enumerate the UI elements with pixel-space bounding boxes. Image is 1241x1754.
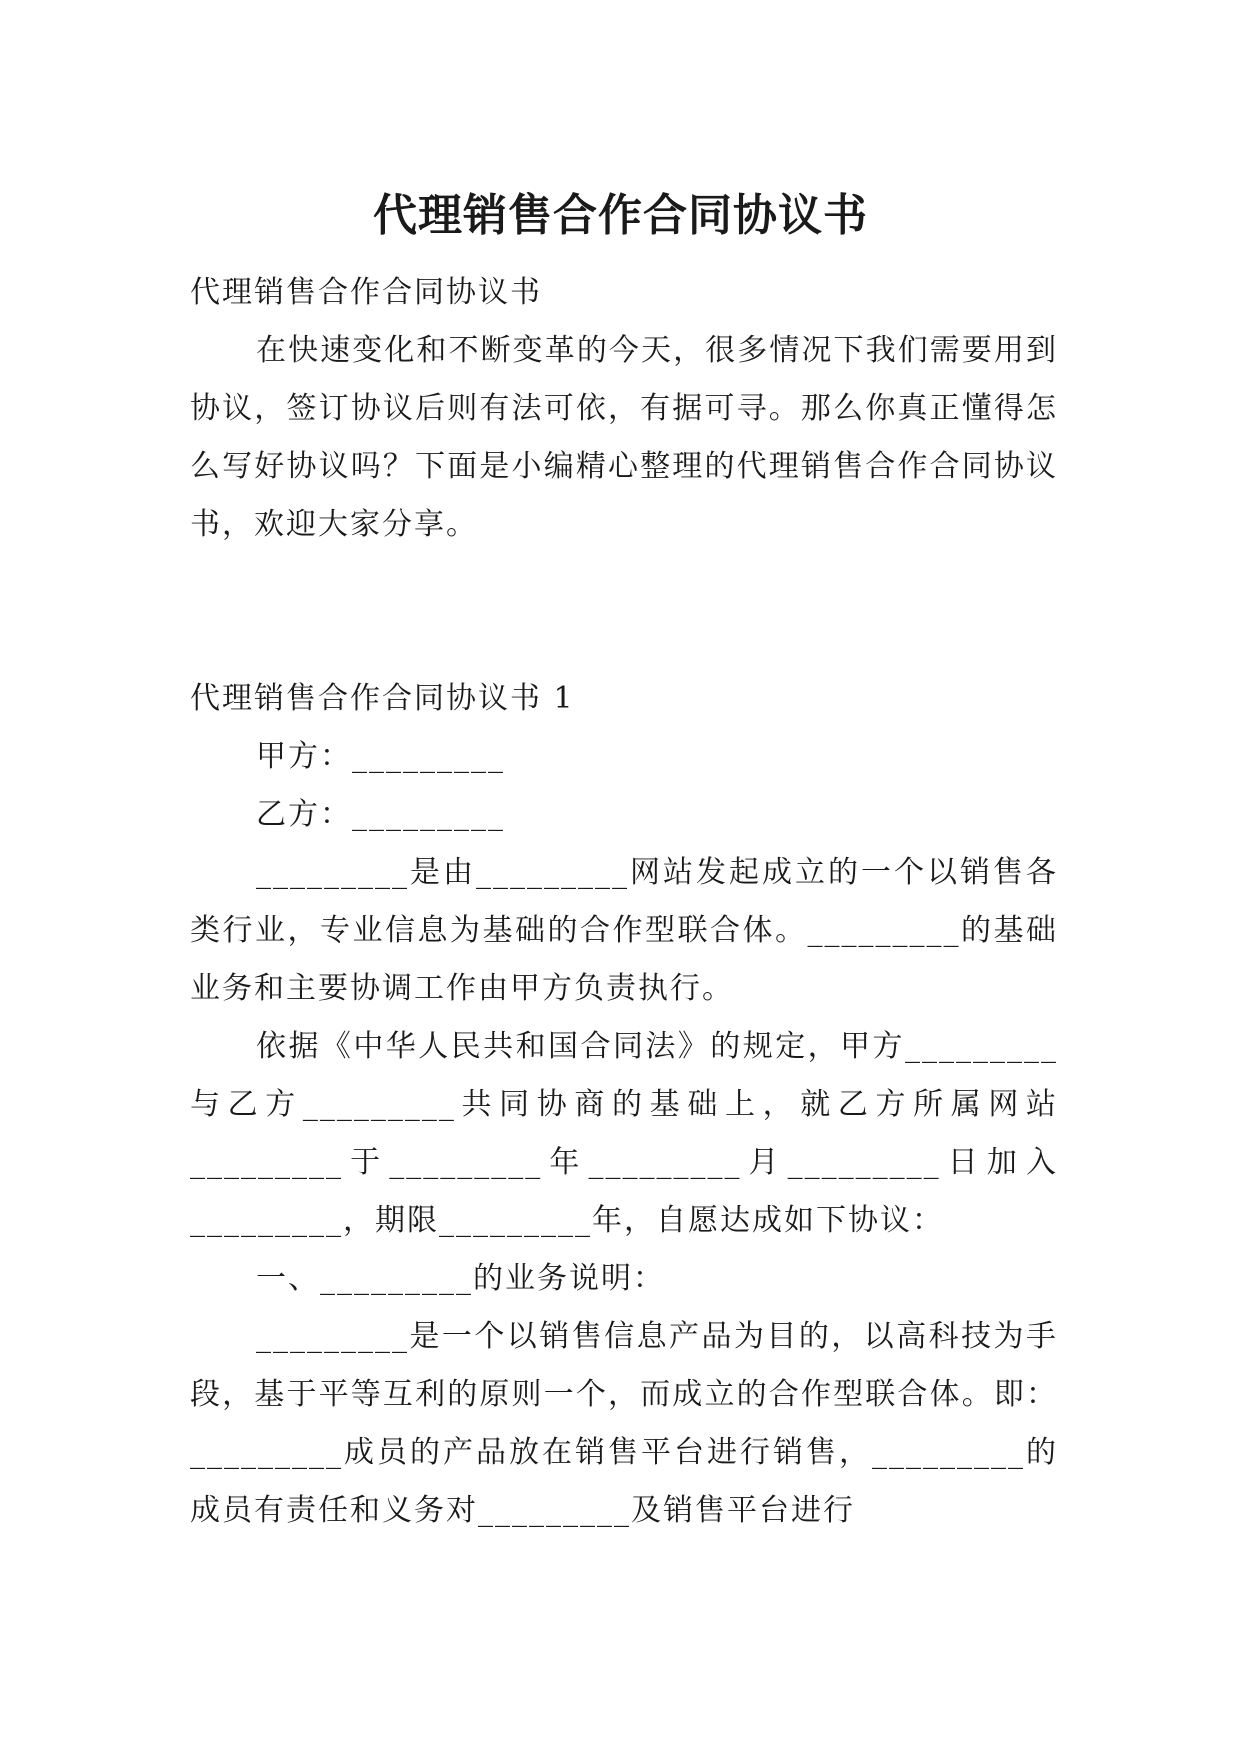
- section-spacer: [190, 554, 1058, 670]
- section-heading: 代理销售合作合同协议书 1: [190, 681, 575, 716]
- party-b-line: 乙方：_________: [256, 797, 505, 832]
- document-title: 代理销售合作合同协议书: [373, 190, 868, 242]
- intro-heading: 代理销售合作合同协议书: [190, 275, 542, 310]
- paragraph-alliance: _________是由_________网站发起成立的一个以销售各类行业，专业信息为基础的合作型联合体。_________的基础业务和主要协调工作由甲方负责执行。: [190, 855, 1058, 1006]
- intro-paragraph: 在快速变化和不断变革的今天，很多情况下我们需要用到协议，签订协议后则有法可依，有据可寻。那么你真正懂得怎么写好协议吗？下面是小编精心整理的代理销售合作合同协议书，欢迎大家分享。: [190, 333, 1058, 542]
- paragraph-legal-basis: 依据《中华人民共和国合同法》的规定，甲方_________与乙方_________共同协商的基础上，就乙方所属网站_________于_________年_________月_________日加入_________，期限_________年，自愿达成如下协议：: [190, 1029, 1058, 1238]
- clause-text: _________是一个以销售信息产品为目的，以高科技为手段，基于平等互利的原则一个，而成立的合作型联合体。即：_________成员的产品放在销售平台进行销售，_________的成员有责任和义务对_________及销售平台进行: [190, 1319, 1058, 1528]
- party-a-line: 甲方：_________: [256, 739, 505, 774]
- clause-heading: 一、_________的业务说明：: [256, 1261, 665, 1296]
- document-body: [190, 264, 1058, 1540]
